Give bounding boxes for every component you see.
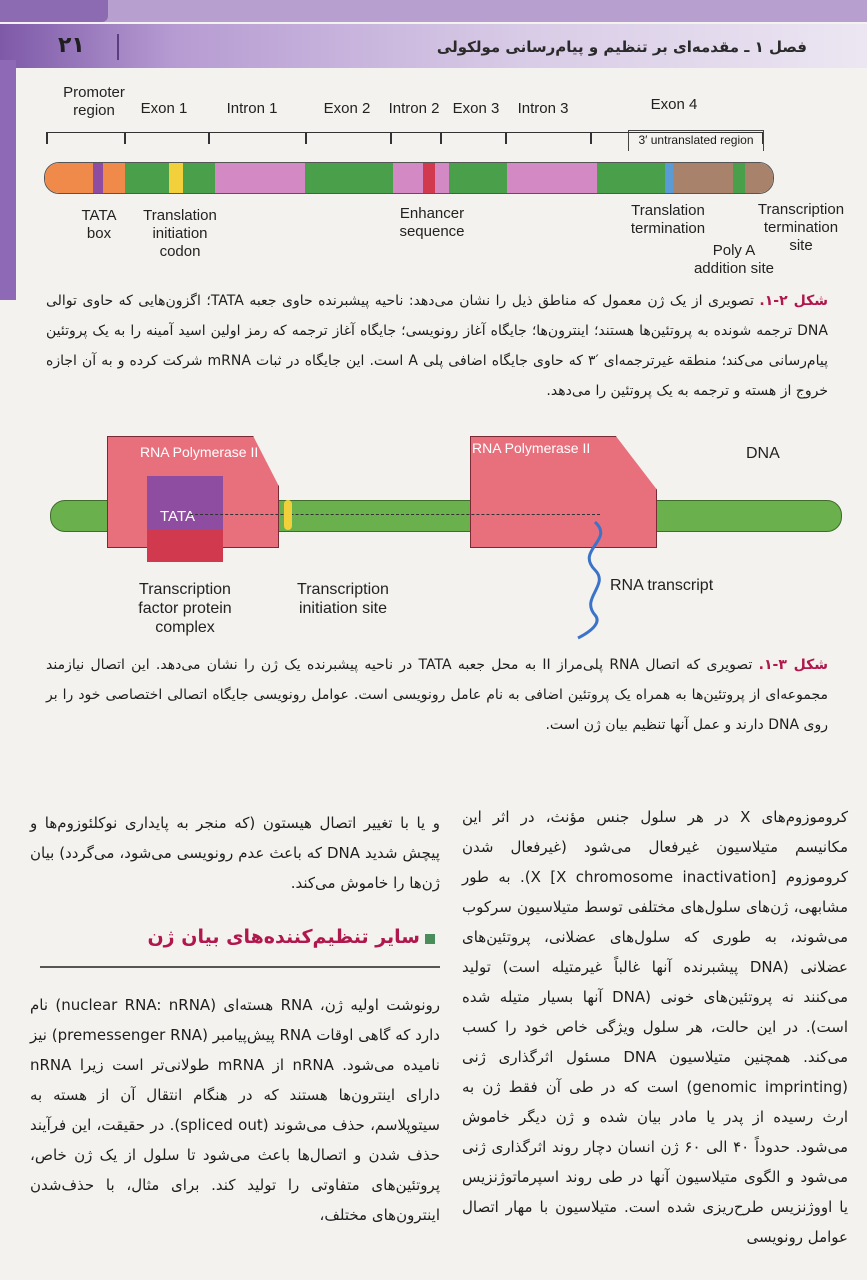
segment-exon-1 bbox=[183, 163, 215, 193]
label-tata-box: TATA box bbox=[81, 207, 117, 242]
section-rule bbox=[40, 966, 440, 968]
label-dna: DNA bbox=[746, 445, 780, 462]
section-heading: سایر تنظیم‌کننده‌های بیان ژن bbox=[147, 926, 420, 948]
left-column-bottom-text: رونوشت اولیه ژن، RNA هسته‌ای (nuclear RNA: nRNA) نام دارد که گاهی اوقات RNA پیش‌پیامبر (premessenger RNA) نیز نامیده می‌شود. nRNA از mRNA طولانی‌تر است زیرا nRNA دارای اینترون‌ها هستند که در هنگام انتقال آن از هسته به سیتوپلاسم، حذف می‌شوند (spliced out). در حقیقت، این فرآیند حذف شدن و اتصال‌ها باعث می‌شود تا سلول از یک ژن خاص، پروتئین‌های متفاوتی را تولید کند. برای مثال، با حذف‌شدن اینترون‌های مختلف، bbox=[30, 996, 440, 1224]
figure-2-caption bbox=[46, 650, 828, 740]
section-bullet bbox=[425, 934, 435, 944]
region-tick bbox=[590, 132, 592, 144]
initiation-site-marker bbox=[284, 500, 292, 530]
segment-tata-box bbox=[93, 163, 103, 193]
label-exon-4: Exon 4 bbox=[650, 96, 698, 113]
segment-intron-3 bbox=[507, 163, 597, 193]
label-transcription-factor-complex: Transcription factor protein complex bbox=[138, 581, 232, 636]
label-intron-1: Intron 1 bbox=[226, 100, 278, 117]
region-tick bbox=[208, 132, 210, 144]
label-rna-transcript: RNA transcript bbox=[610, 577, 714, 594]
segment-intron-2 bbox=[393, 163, 423, 193]
segment-poly-a bbox=[733, 163, 745, 193]
rna-polymerase-2-label: RNA Polymerase II bbox=[472, 440, 591, 456]
chapter-tab bbox=[0, 0, 108, 22]
segment-intron-1 bbox=[215, 163, 305, 193]
segment-promoter bbox=[45, 163, 93, 193]
region-tick bbox=[440, 132, 442, 144]
label-enhancer-sequence: Enhancer sequence bbox=[399, 205, 465, 240]
header-divider bbox=[117, 34, 119, 60]
segment-exon-1 bbox=[125, 163, 169, 193]
label-3prime-utr: 3′ untranslated region bbox=[628, 130, 764, 151]
label-transcription-initiation-site: Transcription initiation site bbox=[297, 581, 389, 617]
label-poly-a-site: Poly A addition site bbox=[693, 242, 775, 277]
gene-bar bbox=[44, 162, 774, 194]
figure-2-caption-text: تصویری که اتصال RNA پلی‌مراز II به محل جعبه TATA در ناحیه پیشبرنده یک ژن را نشان می‌دهد. این اتصال نیازمند مجموعه‌ای از پروتئین‌ها به همراه یک پروتئین اضافی به نام عامل رونویسی است. عوامل رونویسی جایگاه اتصالی اختصاصی خود را بر روی DNA دارند و عمل آنها تنظیم بیان ژن است. bbox=[46, 657, 828, 733]
right-column-text: کروموزوم‌های X در هر سلول جنس مؤنث، در اثر این مکانیسم متیلاسیون غیرفعال می‌شود (غیرفعال شدن کروموزوم X [X chromosome inactivation]). به طور مشابهی، ژن‌های سلول‌های مختلفی توسط متیلاسیون سرکوب می‌شوند، به طوری که سلول‌های عضلانی، پروتئین‌های عضلانی (DNA پیشبرنده آنها غالباً غیرمتیله است) تولید می‌کنند نه پروتئین‌های خونی (DNA آنها بسیار متیله شده است). در این حالت، هر سلول ویژگی خاص خود را کسب می‌کند. همچنین متیلاسیون DNA مسئول اثرگذاری ژنی (genomic imprinting) است که در طی آن فقط ژن به ارث رسیده از پدر یا مادر بیان شده و ژن دیگر خاموش می‌شود. حدوداً ۴۰ الی ۶۰ ژن انسان دچار روند اثرگذاری ژنی می‌شود و الگوی متیلاسیون آنها در طی روند اسپرماتوژنزیس یا اووژنزیس طرح‌ریزی شده است. متیلاسیون با مهار اتصال عوامل رونویسی bbox=[462, 808, 849, 1246]
figure-2-caption-label: شکل ۳-۱. bbox=[758, 657, 829, 673]
segment-translation-initiation bbox=[169, 163, 183, 193]
dna-dashed-line bbox=[190, 514, 600, 515]
region-tick bbox=[390, 132, 392, 144]
segment-translation-termination bbox=[665, 163, 673, 193]
segment-exon-2 bbox=[305, 163, 393, 193]
label-transcription-termination-site: Transcription termination site bbox=[757, 201, 845, 254]
label-exon-2: Exon 2 bbox=[323, 100, 371, 117]
figure-1-caption bbox=[46, 286, 828, 406]
segment-utr bbox=[673, 163, 733, 193]
label-translation-termination: Translation termination bbox=[630, 202, 706, 237]
rna-polymerase-1-label: RNA Polymerase II bbox=[140, 444, 259, 460]
tata-label: TATA bbox=[160, 508, 195, 525]
running-header: فصل ۱ ـ مقدمه‌ای بر تنظیم و پیام‌رسانی مولکولی bbox=[436, 38, 807, 56]
segment-intron-2 bbox=[435, 163, 449, 193]
label-translation-initiation-codon: Translation initiation codon bbox=[143, 207, 217, 260]
tf-complex-base bbox=[147, 530, 223, 562]
segment-enhancer bbox=[423, 163, 435, 193]
segment-exon-4 bbox=[597, 163, 665, 193]
left-column-top-text: و یا با تغییر اتصال هیستون (که منجر به پایداری نوکلئوزوم‌ها و پیچش شدید DNA که باعث عدم رونویسی می‌شود، می‌گردد) بیان ژن‌ها را خاموش می‌کند. bbox=[30, 814, 440, 892]
label-intron-3: Intron 3 bbox=[517, 100, 569, 117]
label-intron-2: Intron 2 bbox=[388, 100, 440, 117]
region-tick bbox=[305, 132, 307, 144]
top-color-bar bbox=[0, 0, 867, 22]
label-exon-3: Exon 3 bbox=[452, 100, 500, 117]
figure-1-caption-label: شکل ۲-۱. bbox=[759, 293, 829, 309]
segment-utr-end bbox=[745, 163, 773, 193]
region-tick bbox=[505, 132, 507, 144]
segment-exon-3 bbox=[449, 163, 507, 193]
region-tick bbox=[124, 132, 126, 144]
side-thumb-tab bbox=[0, 60, 16, 300]
region-tick bbox=[46, 132, 48, 144]
page-number: ۲۱ bbox=[58, 33, 85, 58]
figure-1-caption-text: تصویری از یک ژن معمول که مناطق ذیل را نشان می‌دهد: ناحیه پیشبرنده حاوی جعبه TATA؛ اگزون‌هایی که حاوی توالی DNA ترجمه شونده به پروتئین‌ها هستند؛ اینترون‌ها؛ جایگاه آغاز رونویسی؛ جایگاه آغاز ترجمه که رمز اولین اسید آمینه را به یک پروتئین پیام‌رسانی می‌کند؛ منطقه غیرترجمه‌ای ′۳ که حاوی جایگاه اضافی پلی A است. این جایگاه در ثبات mRNA شرکت کرده و به آن اجازه خروج از هسته و ترجمه به یک پروتئین را می‌دهد. bbox=[46, 293, 828, 399]
label-promoter-region: Promoter region bbox=[63, 84, 125, 119]
label-exon-1: Exon 1 bbox=[140, 100, 188, 117]
segment-promoter bbox=[103, 163, 125, 193]
